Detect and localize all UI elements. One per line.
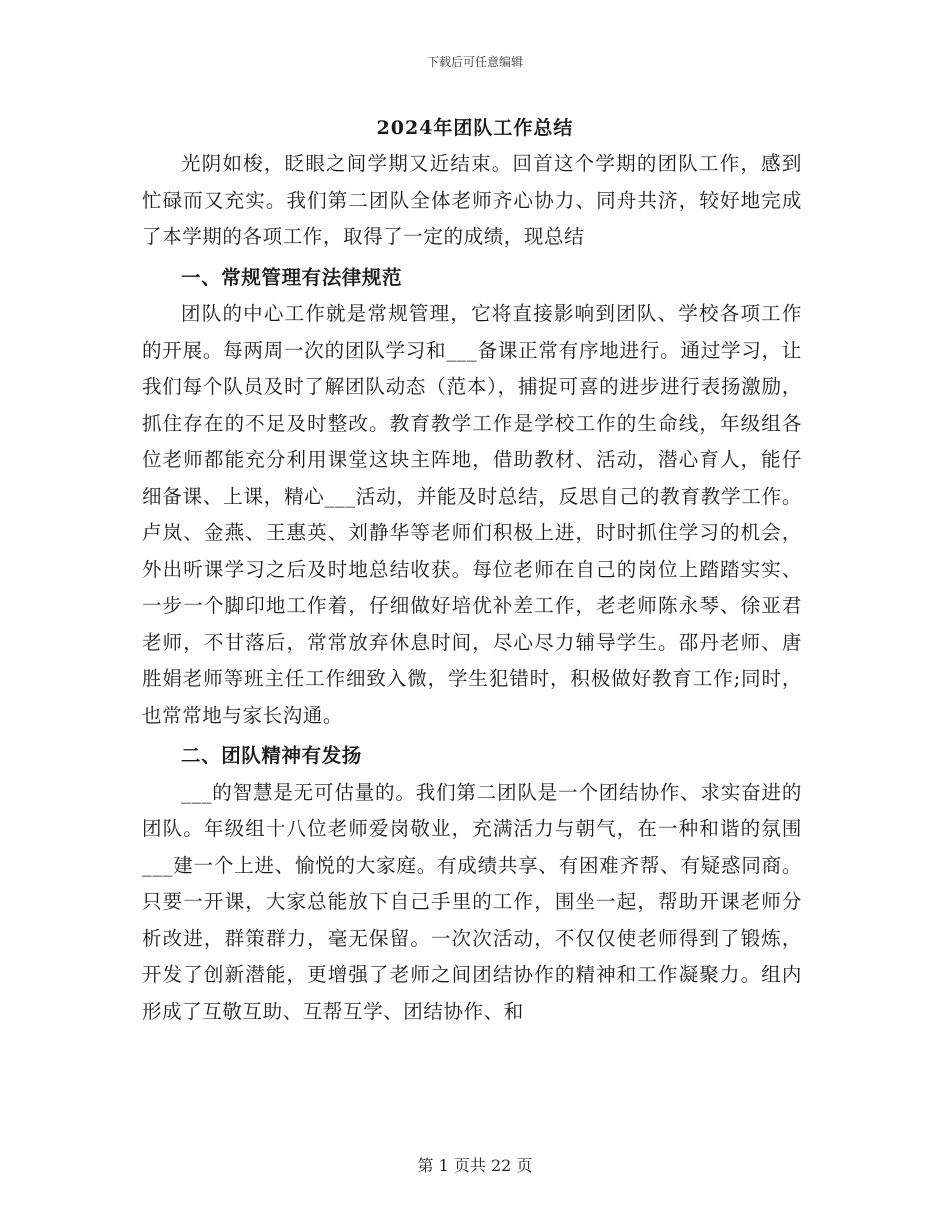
section-paragraph-1: 团队的中心工作就是常规管理，它将直接影响到团队、学校各项工作的开展。每两周一次的团队学习和___备课正常有序地进行。通过学习，让我们每个队员及时了解团队动态（范本），捕捉可喜的进步进行表扬激励，抓住存在的不足及时整改。教育教学工作是学校工作的生命线，年级组各位老师都能充分利用课堂这块主阵地，借助教材、活动，潜心育人，能仔细备课、上课，精心___活动，并能及时总结，反思自己的教育教学工作。卢岚、金燕、王惠英、刘静华等老师们积极上进，时时抓住学习的机会，外出听课学习之后及时地总结收获。每位老师在自己的岗位上踏踏实实、一步一个脚印地工作着，仔细做好培优补差工作，老老师陈永琴、徐亚君老师，不甘落后，常常放弃休息时间，尽心尽力辅导学生。邵丹老师、唐胜娟老师等班主任工作细致入微，学生犯错时，积极做好教育工作;同时，也常常地与家长沟通。 — [142, 302, 802, 727]
page-number-footer: 第 1 页共 22 页 — [417, 1156, 533, 1175]
document-title: 2024年团队工作总结 — [376, 117, 574, 139]
section-heading-2: 二、团队精神有发扬 — [181, 744, 362, 767]
intro-paragraph: 光阴如梭，眨眼之间学期又近结束。回首这个学期的团队工作，感到忙碌而又充实。我们第二团队全体老师齐心协力、同舟共济，较好地完成了本学期的各项工作，取得了一定的成绩，现总结 — [142, 152, 802, 248]
section-heading-1: 一、常规管理有法律规范 — [181, 265, 403, 289]
page-header-note: 下载后可任意编辑 — [426, 55, 523, 69]
document-body — [142, 146, 802, 1030]
section-paragraph-2: ___的智慧是无可估量的。我们第二团队是一个团结协作、求实奋进的团队。年级组十八位老师爱岗敬业，充满活力与朝气，在一种和谐的氛围___建一个上进、愉悦的大家庭。有成绩共享、有困难齐帮、有疑惑同商。只要一开课，大家总能放下自己手里的工作，围坐一起，帮助开课老师分析改进，群策群力，毫无保留。一次次活动，不仅仅使老师得到了锻炼，开发了创新潜能，更增强了老师之间团结协作的精神和工作凝聚力。组内形成了互敬互助、互帮互学、团结协作、和 — [142, 780, 802, 1023]
